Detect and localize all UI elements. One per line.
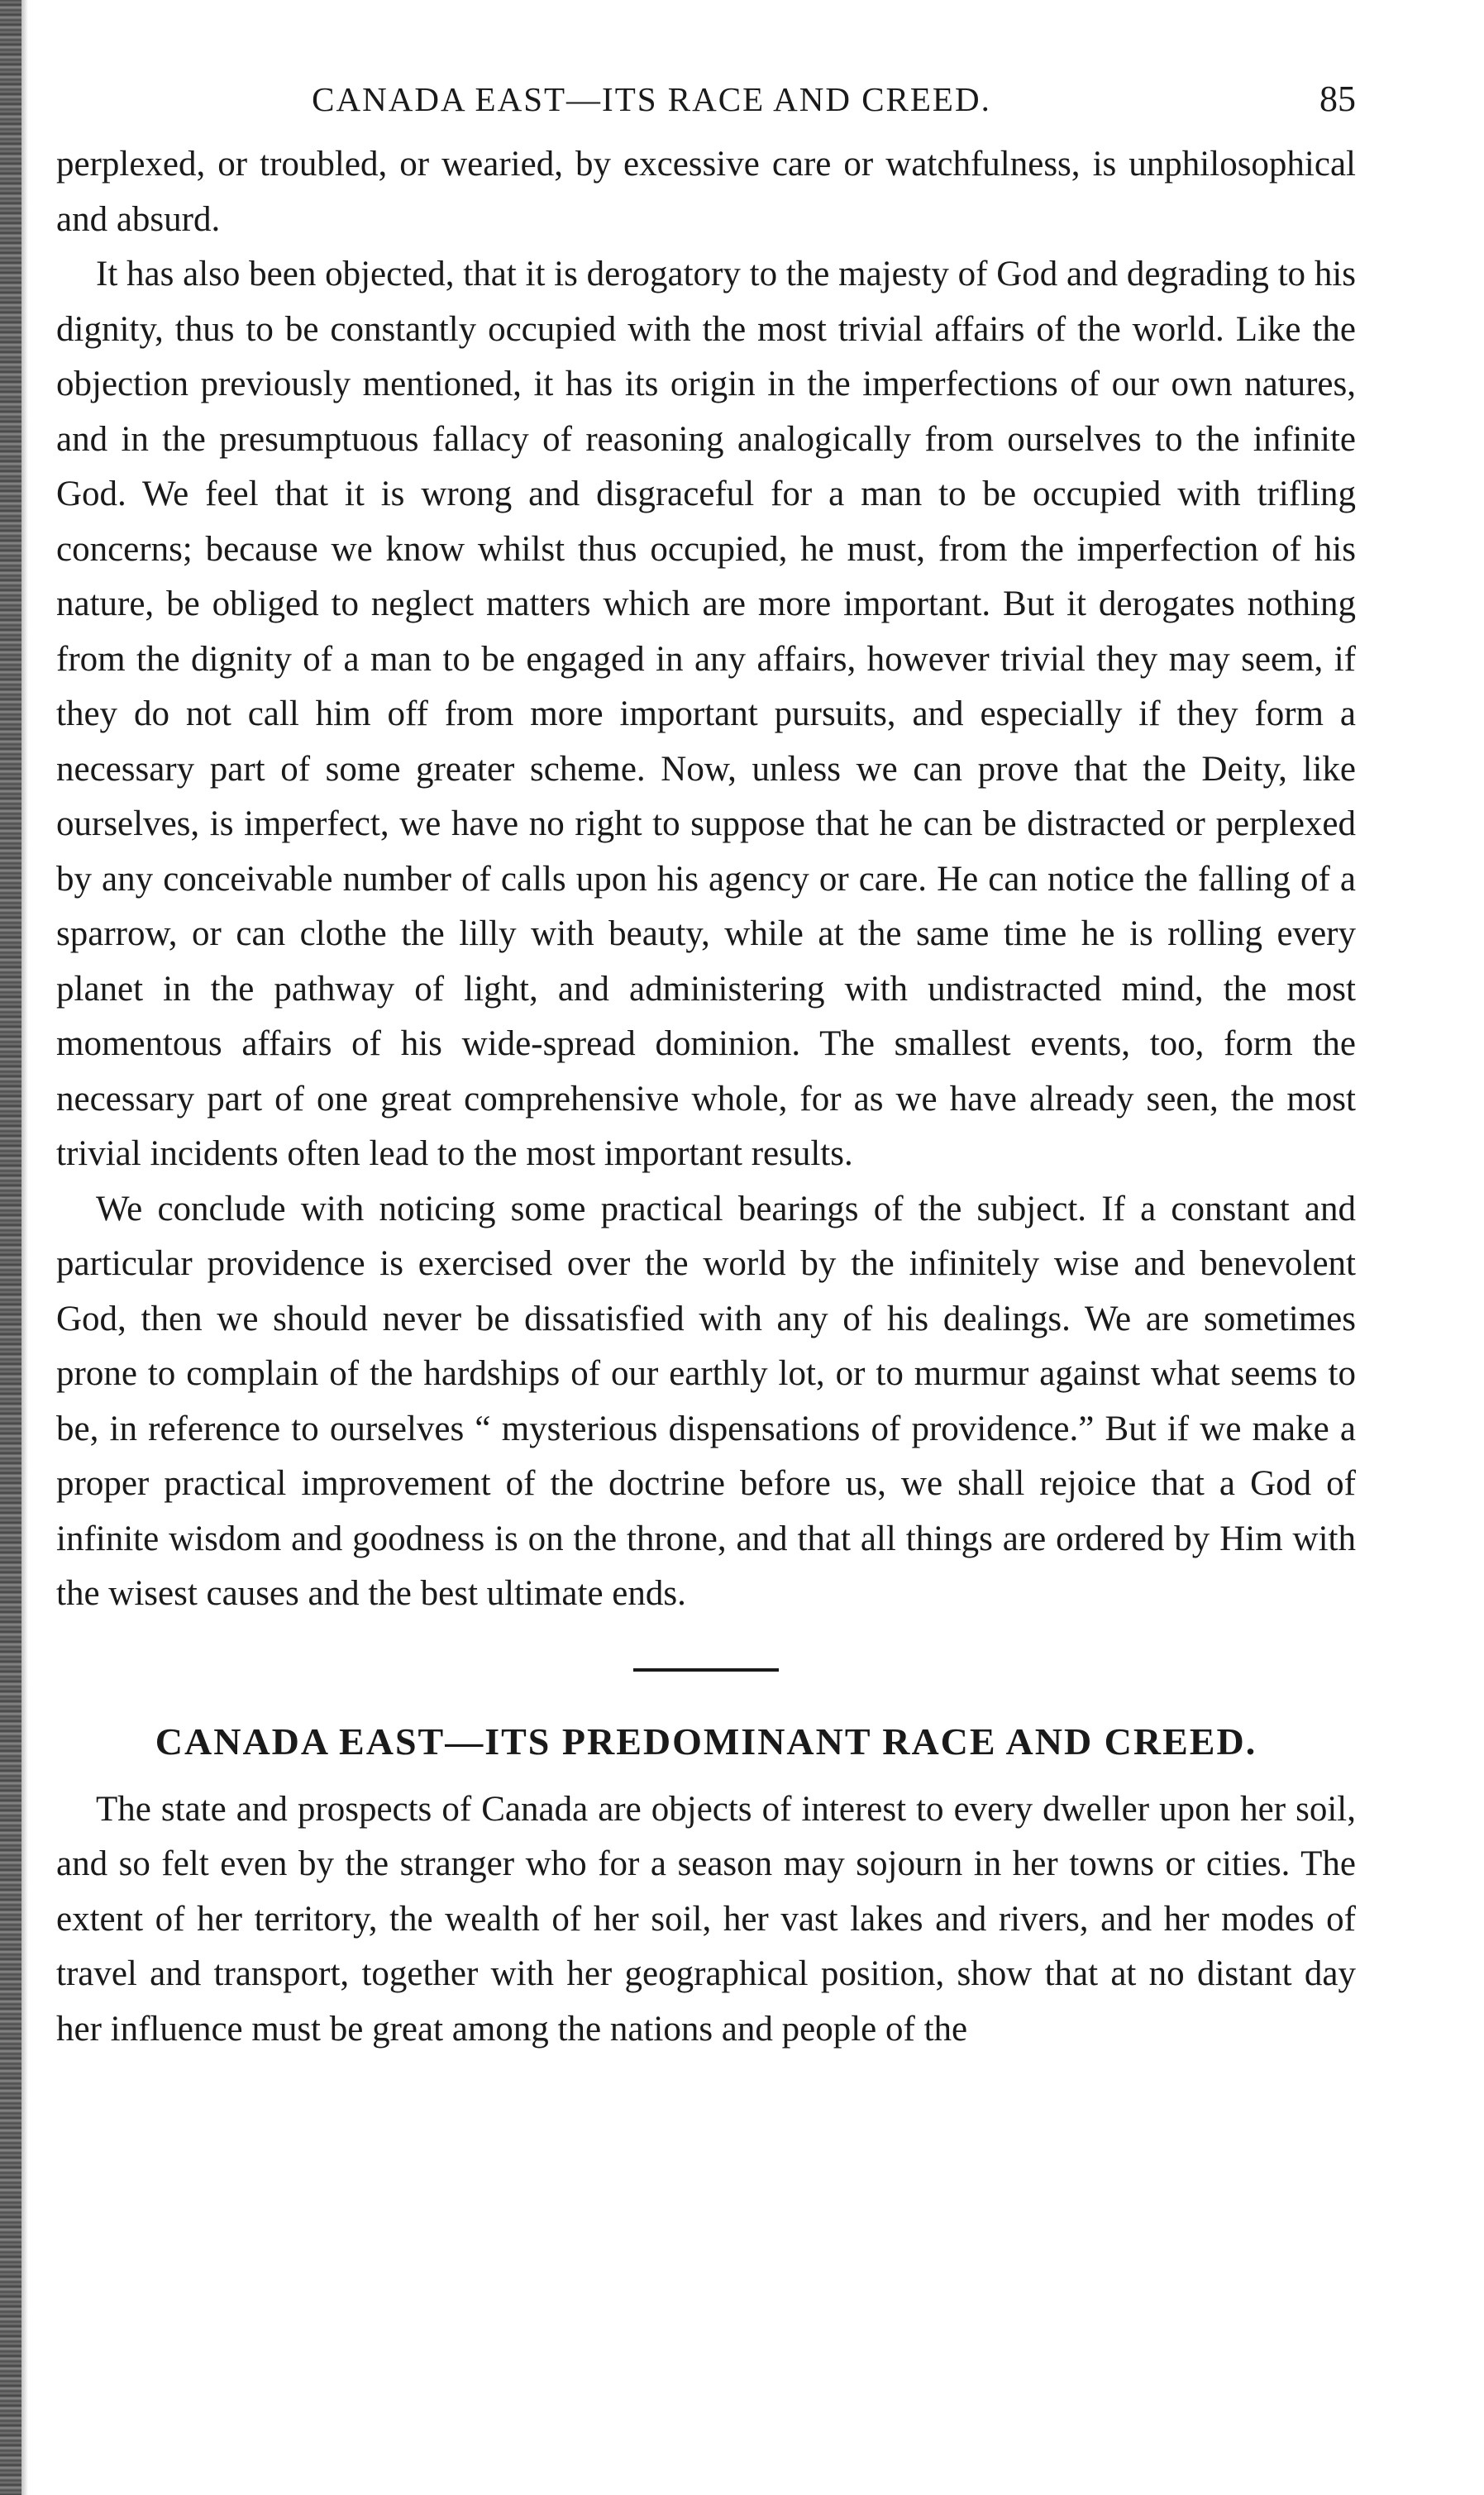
scanned-page-edge-shadow [21,0,28,2495]
running-head-title: CANADA EAST—ITS RACE AND CREED. [312,80,991,118]
book-page [56,71,1356,2057]
article-paragraph: The state and prospects of Canada are objects of interest to every dweller upon her soil, and so felt even by the stranger who for a season may sojourn in her towns or cities. The extent of her territory, the wealth of her soil, her vast lakes and rivers, and her modes of travel and transport, together with her geographical position, show that at no distant day her influence must be great among the nations and people of the [56,1789,1356,2049]
article-title: CANADA EAST—ITS PREDOMINANT RACE AND CREED. [155,1720,1257,1763]
paragraph-continued: perplexed, or troubled, or wearied, by excessive care or watchfulness, is unphilosophical and absurd. [56,145,1356,239]
scanned-page-edge [0,0,21,2495]
section-divider [633,1668,779,1672]
running-head [56,71,1356,137]
paragraph-objection: It has also been objected, that it is derogatory to the majesty of God and degrading to his dignity, thus to be constantly occupied with the most trivial affairs of the world. Like the objection previously mentioned, it has its origin in the imperfections of our own natures, and in the presumptuous fallacy of reasoning analogically from ourselves to the infinite God. We feel that it is wrong and disgraceful for a man to be occupied with trifling concerns; because we know whilst thus occupied, he must, from the imperfection of his nature, be obliged to neglect matters which are more important. But it derogates nothing from the dignity of a man to be engaged in any affairs, however trivial they may seem, if they do not call him off from more important pursuits, and especially if they form a necessary part of some greater scheme. Now, unless we can prove that the Deity, like ourselves, is imperfect, we have no right to suppose that he can be distracted or perplexed by any conceivable number of calls upon his agency or care. He can notice the falling of a sparrow, or can clothe the lilly with beauty, while at the same time he is rolling every planet in the pathway of light, and administering with undistracted mind, the most momentous affairs of his wide-spread dominion. The smallest events, too, form the necessary part of one great comprehensive whole, for as we have already seen, the most trivial incidents often lead to the most important results. [56,255,1356,1173]
page-number: 85 [1319,79,1356,119]
paragraph-conclusion: We conclude with noticing some practical bearings of the subject. If a constant and particular providence is exercised over the world by the infinitely wise and benevolent God, then we should never be dissatisfied with any of his dealings. We are sometimes prone to complain of the hardships of our earthly lot, or to murmur against what seems to be, in reference to ourselves “ mysterious dispensations of providence.” But if we make a proper practical improvement of the doctrine before us, we shall rejoice that a God of infinite wisdom and goodness is on the throne, and that all things are ordered by Him with the wisest causes and the best ultimate ends. [56,1189,1356,1613]
